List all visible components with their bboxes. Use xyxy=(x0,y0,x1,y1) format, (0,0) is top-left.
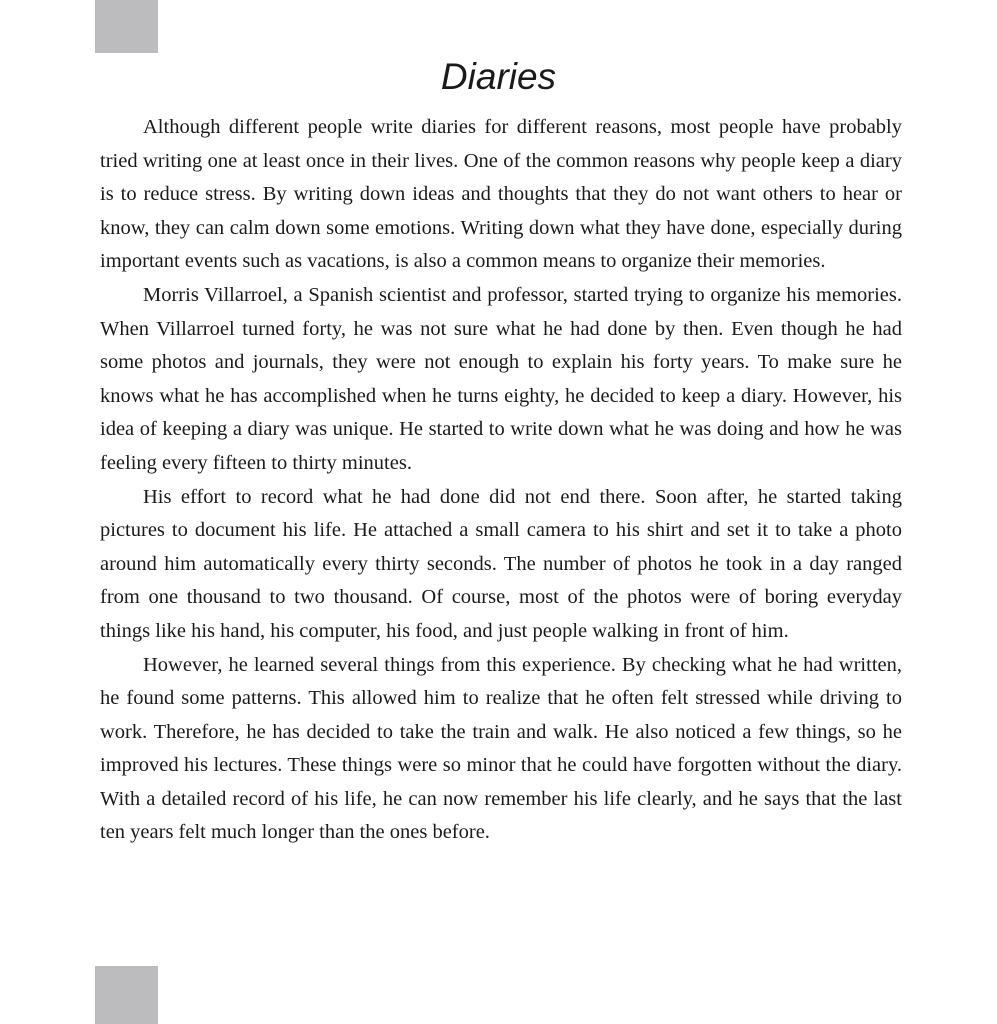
article-body xyxy=(100,111,902,850)
top-corner-block xyxy=(95,0,158,53)
bottom-corner-block xyxy=(95,966,158,1024)
paragraph-3: His effort to record what he had done did not end there. Soon after, he started taking pictures to document his life. He attached a small camera to his shirt and set it to take a photo around him automatically every thirty seconds. The number of photos he took in a day ranged from one thousand to two thousand. Of course, most of the photos were of boring everyday things like his hand, his computer, his food, and just people walking in front of him. xyxy=(100,485,902,642)
paragraph-1: Although different people write diaries for different reasons, most people have probably tried writing one at least once in their lives. One of the common reasons why people keep a diary is to reduce stress. By writing down ideas and thoughts that they do not want others to hear or know, they can calm down some emotions. Writing down what they have done, especially during important events such as vacations, is also a common means to organize their memories. xyxy=(100,116,902,273)
page-title: Diaries xyxy=(440,56,557,97)
paragraph-4: However, he learned several things from this experience. By checking what he had written, he found some patterns. This allowed him to realize that he often felt stressed while driving to work. Therefore, he has decided to take the train and walk. He also noticed a few things, so he improved his lectures. These things were so minor that he could have forgotten without the diary. With a detailed record of his life, he can now remember his life clearly, and he says that the last ten years felt much longer than the ones before. xyxy=(100,653,902,844)
paragraph-2: Morris Villarroel, a Spanish scientist and professor, started trying to organize his memories. When Villarroel turned forty, he was not sure what he had done by then. Even though he had some photos and journals, they were not enough to explain his forty years. To make sure he knows what he has accomplished when he turns eighty, he decided to keep a diary. However, his idea of keeping a diary was unique. He started to write down what he was doing and how he was feeling every fifteen to thirty minutes. xyxy=(100,283,902,474)
